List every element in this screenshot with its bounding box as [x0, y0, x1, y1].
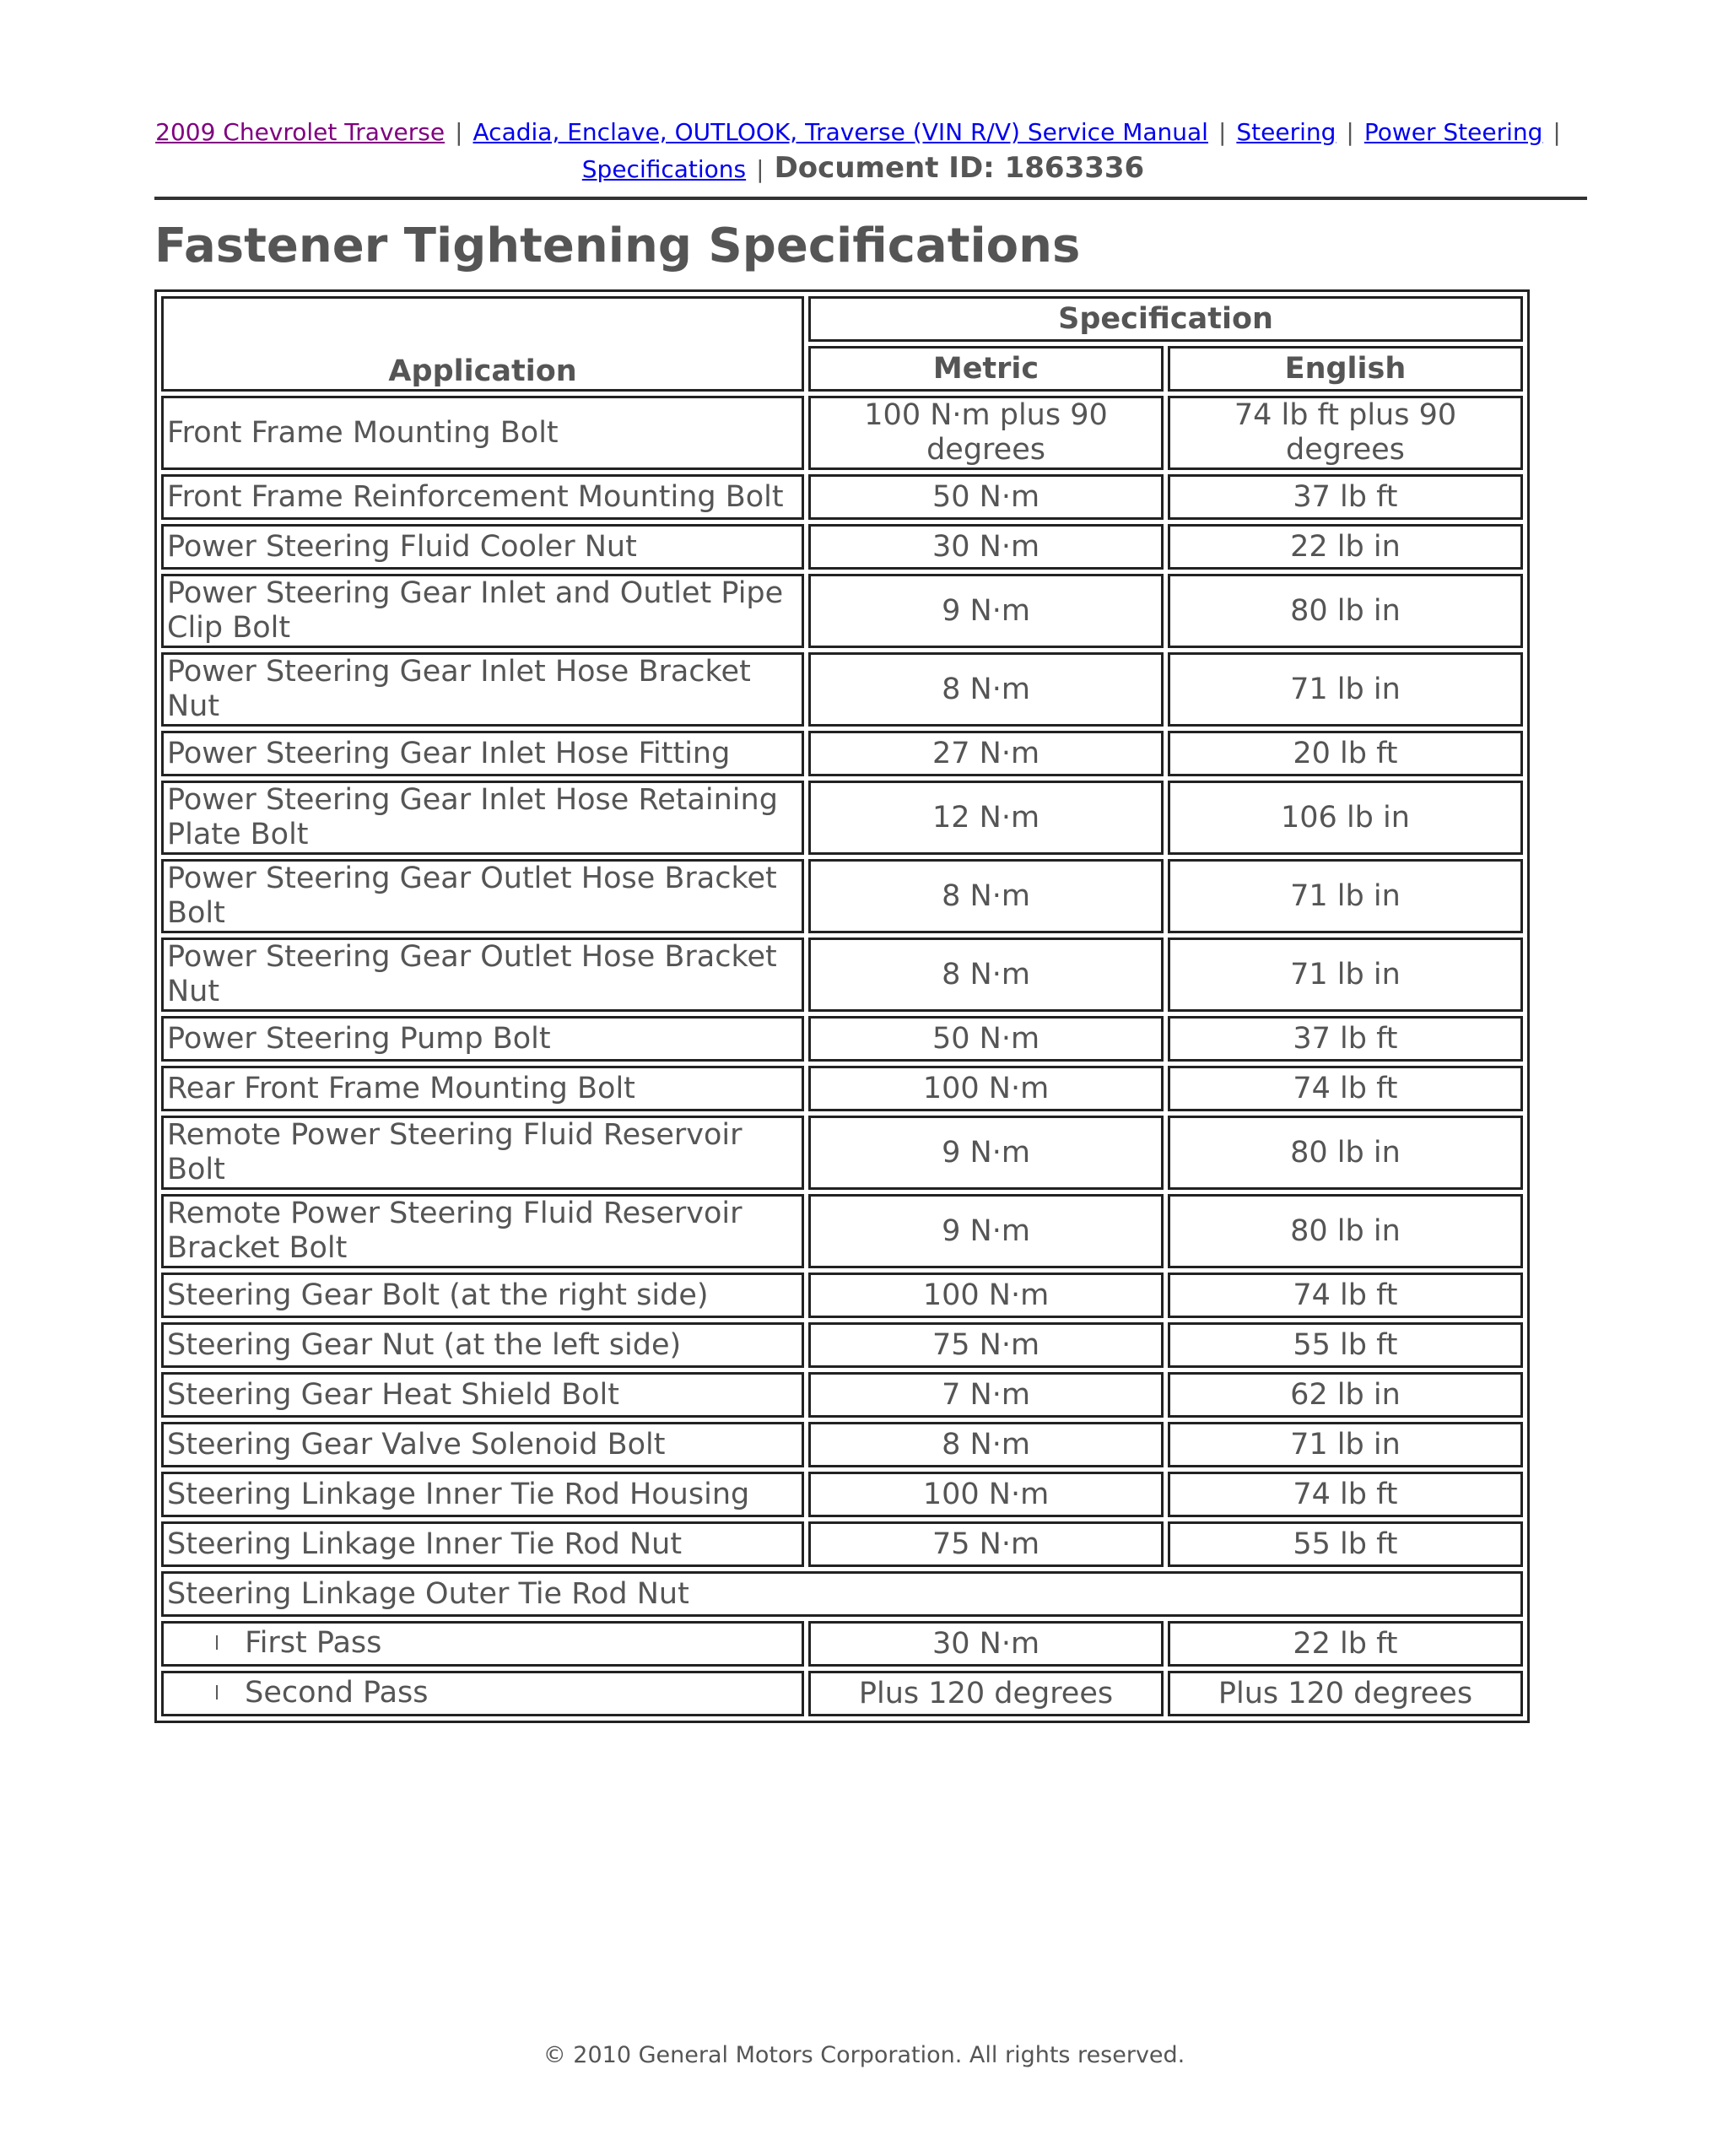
breadcrumb-separator: |: [455, 118, 463, 146]
metric-cell: 50 N·m: [808, 1016, 1164, 1062]
breadcrumb-link-power-steering[interactable]: Power Steering: [1364, 118, 1543, 146]
breadcrumb: [154, 115, 1572, 187]
english-cell: Plus 120 degrees: [1168, 1671, 1523, 1716]
english-cell: 74 lb ft: [1168, 1066, 1523, 1111]
application-cell: Steering Linkage Inner Tie Rod Housing: [161, 1472, 804, 1517]
metric-cell: 75 N·m: [808, 1521, 1164, 1567]
breadcrumb-link-steering[interactable]: Steering: [1236, 118, 1336, 146]
application-cell: Power Steering Fluid Cooler Nut: [161, 524, 804, 570]
application-cell: Power Steering Gear Outlet Hose Bracket Bolt: [161, 859, 804, 933]
english-cell: 71 lb in: [1168, 1422, 1523, 1467]
table-row: [161, 652, 1523, 727]
english-cell: 55 lb ft: [1168, 1322, 1523, 1368]
metric-cell: 30 N·m: [808, 524, 1164, 570]
metric-cell: 30 N·m: [808, 1621, 1164, 1667]
breadcrumb-link-specifications[interactable]: Specifications: [581, 155, 747, 183]
header-divider: [154, 197, 1587, 200]
table-row: [161, 524, 1523, 570]
application-cell: Front Frame Mounting Bolt: [161, 396, 804, 470]
application-cell: Rear Front Frame Mounting Bolt: [161, 1066, 804, 1111]
english-cell: 62 lb in: [1168, 1372, 1523, 1418]
table-row: [161, 1322, 1523, 1368]
table-header-row: [161, 296, 1523, 342]
subrow-label: Second Pass: [245, 1676, 429, 1710]
english-cell: 22 lb ft: [1168, 1621, 1523, 1667]
table-body: [161, 396, 1523, 1716]
application-cell: Power Steering Gear Inlet and Outlet Pipe Clip Bolt: [161, 574, 804, 648]
table-row: [161, 1273, 1523, 1318]
english-cell: 80 lb in: [1168, 1194, 1523, 1268]
specification-table: [154, 289, 1530, 1723]
application-cell: Steering Gear Nut (at the left side): [161, 1322, 804, 1368]
application-cell: Power Steering Gear Inlet Hose Fitting: [161, 731, 804, 776]
english-cell: 74 lb ft: [1168, 1472, 1523, 1517]
subrow-label: First Pass: [245, 1626, 382, 1661]
breadcrumb-separator: |: [756, 155, 764, 183]
english-cell: 71 lb in: [1168, 938, 1523, 1012]
application-cell: Power Steering Gear Inlet Hose Retaining Plate Bolt: [161, 781, 804, 855]
column-header-application: Application: [161, 296, 804, 392]
table-row: [161, 1372, 1523, 1418]
table-row: [161, 1521, 1523, 1567]
application-cell: Steering Gear Valve Solenoid Bolt: [161, 1422, 804, 1467]
breadcrumb-link-manual[interactable]: Acadia, Enclave, OUTLOOK, Traverse (VIN R/V) Service Manual: [472, 118, 1208, 146]
metric-cell: 8 N·m: [808, 938, 1164, 1012]
table-row: [161, 1194, 1523, 1268]
metric-cell: 100 N·m: [808, 1066, 1164, 1111]
bullet-icon: l: [214, 1633, 220, 1655]
application-cell: Power Steering Gear Outlet Hose Bracket Nut: [161, 938, 804, 1012]
breadcrumb-separator: |: [1346, 118, 1354, 146]
english-cell: 22 lb in: [1168, 524, 1523, 570]
breadcrumb-link-vehicle[interactable]: 2009 Chevrolet Traverse: [155, 118, 446, 146]
metric-cell: 8 N·m: [808, 1422, 1164, 1467]
bullet-icon: l: [214, 1683, 220, 1705]
application-cell: Power Steering Pump Bolt: [161, 1016, 804, 1062]
table-row: [161, 1066, 1523, 1111]
metric-cell: 9 N·m: [808, 574, 1164, 648]
english-cell: 55 lb ft: [1168, 1521, 1523, 1567]
column-header-metric: Metric: [808, 346, 1164, 392]
table-row: [161, 574, 1523, 648]
column-header-english: English: [1168, 346, 1523, 392]
application-cell: Steering Linkage Inner Tie Rod Nut: [161, 1521, 804, 1567]
metric-cell: 75 N·m: [808, 1322, 1164, 1368]
breadcrumb-separator: |: [1218, 118, 1227, 146]
table-subrow: [161, 1621, 1523, 1667]
english-cell: 20 lb ft: [1168, 731, 1523, 776]
metric-cell: 50 N·m: [808, 474, 1164, 520]
table-row: [161, 1016, 1523, 1062]
metric-cell: 100 N·m: [808, 1472, 1164, 1517]
table-row-group: [161, 1571, 1523, 1617]
table-subrow: [161, 1671, 1523, 1716]
table-row: [161, 781, 1523, 855]
application-group-cell: Steering Linkage Outer Tie Rod Nut: [161, 1571, 1523, 1617]
english-cell: 71 lb in: [1168, 652, 1523, 727]
application-cell: Power Steering Gear Inlet Hose Bracket Nut: [161, 652, 804, 727]
page-title: Fastener Tightening Specifications: [154, 219, 1081, 273]
english-cell: 74 lb ft: [1168, 1273, 1523, 1318]
metric-cell: 8 N·m: [808, 652, 1164, 727]
metric-cell: 12 N·m: [808, 781, 1164, 855]
english-cell: 80 lb in: [1168, 1116, 1523, 1190]
copyright-footer: © 2010 General Motors Corporation. All rights reserved.: [543, 2042, 1185, 2068]
english-cell: 37 lb ft: [1168, 474, 1523, 520]
metric-cell: 9 N·m: [808, 1194, 1164, 1268]
english-cell: 80 lb in: [1168, 574, 1523, 648]
table-row: [161, 1422, 1523, 1467]
english-cell: 71 lb in: [1168, 859, 1523, 933]
application-cell: Remote Power Steering Fluid Reservoir Bolt: [161, 1116, 804, 1190]
application-cell: Steering Gear Heat Shield Bolt: [161, 1372, 804, 1418]
application-subcell: [161, 1621, 804, 1667]
document-id: Document ID: 1863336: [774, 151, 1145, 185]
english-cell: 37 lb ft: [1168, 1016, 1523, 1062]
application-cell: Steering Gear Bolt (at the right side): [161, 1273, 804, 1318]
metric-cell: 100 N·m: [808, 1273, 1164, 1318]
application-subcell: [161, 1671, 804, 1716]
table-row: [161, 396, 1523, 470]
application-cell: Front Frame Reinforcement Mounting Bolt: [161, 474, 804, 520]
table-row: [161, 1472, 1523, 1517]
metric-cell: 7 N·m: [808, 1372, 1164, 1418]
breadcrumb-separator: |: [1552, 118, 1561, 146]
table-row: [161, 938, 1523, 1012]
english-cell: 106 lb in: [1168, 781, 1523, 855]
table-row: [161, 1116, 1523, 1190]
table-row: [161, 859, 1523, 933]
metric-cell: Plus 120 degrees: [808, 1671, 1164, 1716]
table-row: [161, 731, 1523, 776]
metric-cell: 8 N·m: [808, 859, 1164, 933]
table-row: [161, 474, 1523, 520]
column-header-specification: Specification: [808, 296, 1523, 342]
english-cell: 74 lb ft plus 90 degrees: [1168, 396, 1523, 470]
metric-cell: 9 N·m: [808, 1116, 1164, 1190]
metric-cell: 27 N·m: [808, 731, 1164, 776]
metric-cell: 100 N·m plus 90 degrees: [808, 396, 1164, 470]
application-cell: Remote Power Steering Fluid Reservoir Bracket Bolt: [161, 1194, 804, 1268]
